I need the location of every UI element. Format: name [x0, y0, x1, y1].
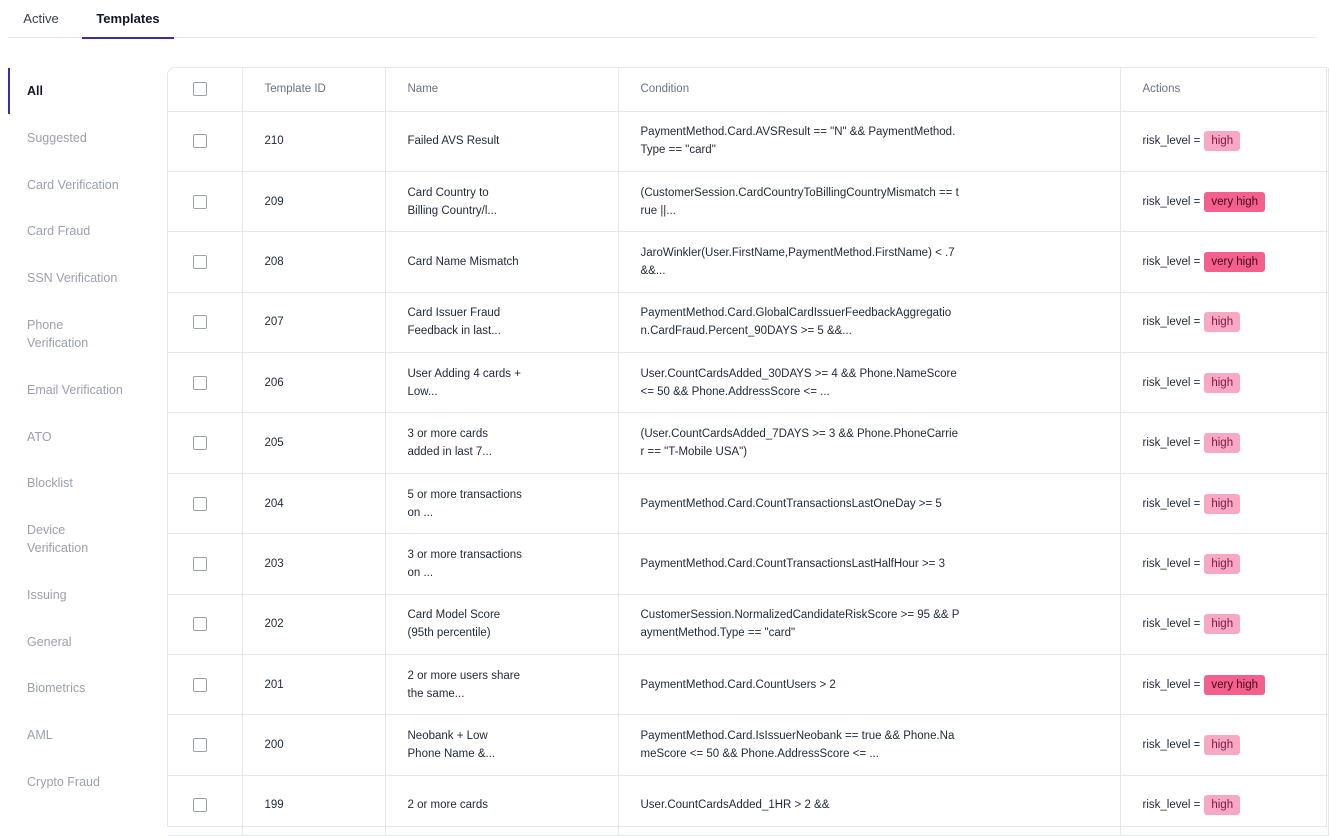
template-condition-text: JaroWinkler(User.FirstName,PaymentMethod.FirstName) < .7 &&... — [640, 246, 955, 277]
template-name-text: Card Issuer Fraud Feedback in last... — [407, 307, 501, 338]
template-id: 201 — [242, 655, 385, 715]
template-actions — [1120, 715, 1328, 775]
tab-bar — [8, 0, 1316, 38]
template-name — [385, 715, 618, 775]
action-prefix: risk_level = — [1142, 618, 1201, 631]
template-name-text: Card Model Score (95th percentile) — [407, 609, 501, 640]
template-condition — [618, 353, 1120, 413]
template-name-text: 2 or more cards — [407, 799, 489, 812]
risk-level-badge: high — [1204, 735, 1240, 755]
template-condition-text: PaymentMethod.Card.CountTransactionsLastOneDay >= 5 — [640, 497, 942, 510]
category-aml[interactable]: AML — [27, 728, 53, 742]
template-actions — [1120, 292, 1328, 352]
template-condition-text: (CustomerSession.CardCountryToBillingCountryMismatch == true ||... — [640, 186, 959, 217]
row-checkbox[interactable] — [193, 557, 207, 571]
template-name — [385, 292, 618, 352]
template-condition — [618, 473, 1120, 533]
category-biometrics[interactable]: Biometrics — [27, 681, 86, 695]
table-row[interactable] — [168, 775, 1328, 835]
table-row[interactable] — [168, 232, 1328, 292]
template-id: 204 — [242, 473, 385, 533]
template-name — [385, 232, 618, 292]
action-prefix: risk_level = — [1142, 195, 1201, 208]
row-checkbox[interactable] — [193, 134, 207, 148]
row-checkbox[interactable] — [193, 315, 207, 329]
tab-templates[interactable]: Templates — [82, 0, 174, 38]
template-name-text: Failed AVS Result — [407, 135, 500, 148]
row-checkbox[interactable] — [193, 195, 207, 209]
template-actions — [1120, 594, 1328, 654]
template-actions — [1120, 171, 1328, 231]
row-checkbox[interactable] — [193, 798, 207, 812]
category-issuing[interactable]: Issuing — [27, 588, 67, 602]
row-select-cell — [168, 292, 242, 352]
template-condition — [618, 655, 1120, 715]
template-name — [385, 534, 618, 594]
template-name — [385, 171, 618, 231]
risk-level-badge: very high — [1204, 675, 1265, 695]
category-sidebar — [8, 66, 168, 804]
action-prefix: risk_level = — [1142, 437, 1201, 450]
category-all[interactable]: All — [8, 82, 168, 100]
action-prefix: risk_level = — [1142, 256, 1201, 268]
action-prefix: risk_level = — [1142, 376, 1201, 389]
template-actions — [1120, 655, 1328, 715]
category-ssn-verification[interactable]: SSN Verification — [27, 271, 118, 285]
row-checkbox[interactable] — [193, 436, 207, 450]
category-crypto-fraud[interactable]: Crypto Fraud — [27, 775, 100, 789]
category-card-verification[interactable]: Card Verification — [27, 178, 119, 192]
risk-level-badge: high — [1204, 131, 1240, 151]
risk-level-badge: high — [1204, 614, 1240, 634]
row-select-cell — [168, 534, 242, 594]
risk-level-badge: very high — [1204, 252, 1265, 272]
category-blocklist[interactable]: Blocklist — [27, 476, 73, 490]
template-name — [385, 594, 618, 654]
table-row[interactable] — [168, 171, 1328, 231]
template-id: 207 — [242, 292, 385, 352]
row-checkbox[interactable] — [193, 376, 207, 390]
template-condition-text: PaymentMethod.Card.CountTransactionsLastHalfHour >= 3 — [640, 557, 945, 570]
template-condition — [618, 232, 1120, 292]
template-name — [385, 655, 618, 715]
risk-level-badge: high — [1204, 373, 1240, 393]
template-condition-text: (User.CountCardsAdded_7DAYS >= 3 && Phone.PhoneCarrier == "T-Mobile USA") — [640, 428, 959, 459]
row-select-cell — [168, 775, 242, 835]
table-row[interactable] — [168, 413, 1328, 473]
template-condition-text: PaymentMethod.Card.GlobalCardIssuerFeedbackAggregation.CardFraud.Percent_90DAYS >= 5 &&... — [640, 307, 952, 338]
template-actions — [1120, 534, 1328, 594]
template-name-text: 3 or more transactions on ... — [407, 548, 522, 579]
template-name-text: Card Name Mismatch — [407, 255, 519, 268]
template-name-text: User Adding 4 cards + Low... — [407, 367, 521, 398]
header-condition[interactable]: Condition — [618, 68, 1120, 111]
template-name-text: 2 or more users share the same... — [407, 669, 520, 700]
template-condition — [618, 775, 1120, 835]
category-ato[interactable]: ATO — [27, 430, 52, 444]
template-id: 205 — [242, 413, 385, 473]
row-checkbox[interactable] — [193, 678, 207, 692]
template-condition-text: User.CountCardsAdded_1HR > 2 && — [640, 799, 830, 812]
template-condition-text: User.CountCardsAdded_30DAYS >= 4 && Phone.NameScore <= 50 && Phone.AddressScore <= ... — [640, 367, 957, 398]
template-id: 202 — [242, 594, 385, 654]
template-actions — [1120, 111, 1328, 171]
row-select-cell — [168, 594, 242, 654]
template-name — [385, 775, 618, 835]
tab-active[interactable]: Active — [23, 11, 59, 26]
template-name-text: 3 or more cards added in last 7... — [407, 428, 492, 459]
template-actions — [1120, 775, 1328, 835]
select-all-checkbox[interactable] — [193, 82, 207, 96]
template-condition — [618, 413, 1120, 473]
action-prefix: risk_level = — [1142, 799, 1201, 812]
template-condition — [618, 715, 1120, 775]
header-template-id[interactable]: Template ID — [242, 68, 385, 111]
action-prefix: risk_level = — [1142, 316, 1201, 329]
templates-table-container — [167, 67, 1327, 827]
action-prefix: risk_level = — [1142, 678, 1201, 691]
action-prefix: risk_level = — [1142, 497, 1201, 510]
risk-level-badge: high — [1204, 433, 1240, 453]
row-checkbox[interactable] — [193, 497, 207, 511]
template-actions — [1120, 413, 1328, 473]
template-condition — [618, 171, 1120, 231]
risk-level-badge: high — [1204, 312, 1240, 332]
table-row[interactable] — [168, 473, 1328, 533]
row-checkbox[interactable] — [193, 738, 207, 752]
action-prefix: risk_level = — [1142, 135, 1201, 148]
row-select-cell — [168, 715, 242, 775]
template-condition-text: PaymentMethod.Card.AVSResult == "N" && PaymentMethod.Type == "card" — [640, 126, 956, 157]
template-actions — [1120, 232, 1328, 292]
category-card-fraud[interactable]: Card Fraud — [27, 224, 91, 238]
templates-table — [168, 68, 1329, 836]
template-condition — [618, 111, 1120, 171]
template-name — [385, 473, 618, 533]
row-checkbox[interactable] — [193, 617, 207, 631]
template-name-text: Card Country to Billing Country/l... — [407, 186, 497, 217]
category-general[interactable]: General — [27, 635, 72, 649]
template-name — [385, 353, 618, 413]
risk-level-badge: very high — [1204, 192, 1265, 212]
table-row[interactable] — [168, 111, 1328, 171]
table-row[interactable] — [168, 715, 1328, 775]
template-id: 203 — [242, 534, 385, 594]
template-id: 209 — [242, 171, 385, 231]
table-row[interactable] — [168, 353, 1328, 413]
row-select-cell — [168, 413, 242, 473]
risk-level-badge: high — [1204, 795, 1240, 815]
row-select-cell — [168, 353, 242, 413]
category-suggested[interactable]: Suggested — [27, 131, 87, 145]
template-condition — [618, 292, 1120, 352]
template-condition — [618, 534, 1120, 594]
header-actions[interactable]: Actions — [1120, 68, 1328, 111]
template-id: 208 — [242, 232, 385, 292]
template-condition-text: PaymentMethod.Card.CountUsers > 2 — [640, 678, 836, 691]
row-select-cell — [168, 171, 242, 231]
template-id: 206 — [242, 353, 385, 413]
template-name-text: 5 or more transactions on ... — [407, 488, 522, 519]
table-row[interactable] — [168, 534, 1328, 594]
template-condition-text: PaymentMethod.Card.IsIssuerNeobank == true && Phone.NameScore <= 50 && Phone.AddressScore <= ... — [640, 730, 955, 761]
template-name — [385, 413, 618, 473]
action-prefix: risk_level = — [1142, 739, 1201, 752]
table-row[interactable] — [168, 594, 1328, 654]
category-email-verification[interactable]: Email Verification — [27, 383, 123, 397]
template-actions — [1120, 473, 1328, 533]
template-condition-text: CustomerSession.NormalizedCandidateRiskScore >= 95 && PaymentMethod.Type == "card" — [640, 609, 960, 640]
action-prefix: risk_level = — [1142, 557, 1201, 570]
template-id: 210 — [242, 111, 385, 171]
table-row[interactable] — [168, 655, 1328, 715]
template-condition — [618, 594, 1120, 654]
table-header-row — [168, 68, 1328, 111]
category-device-verification[interactable]: Device Verification — [27, 523, 89, 555]
template-actions — [1120, 353, 1328, 413]
header-name[interactable]: Name — [385, 68, 618, 111]
template-id: 200 — [242, 715, 385, 775]
row-select-cell — [168, 655, 242, 715]
category-phone-verification[interactable]: Phone Verification — [27, 318, 89, 350]
row-checkbox[interactable] — [193, 255, 207, 269]
template-id: 199 — [242, 775, 385, 835]
row-select-cell — [168, 232, 242, 292]
risk-level-badge: high — [1204, 554, 1240, 574]
template-name — [385, 111, 618, 171]
row-select-cell — [168, 111, 242, 171]
header-select-all — [168, 68, 242, 111]
template-name-text: Neobank + Low Phone Name &... — [407, 730, 496, 761]
row-select-cell — [168, 473, 242, 533]
risk-level-badge: high — [1204, 494, 1240, 514]
table-row[interactable] — [168, 292, 1328, 352]
